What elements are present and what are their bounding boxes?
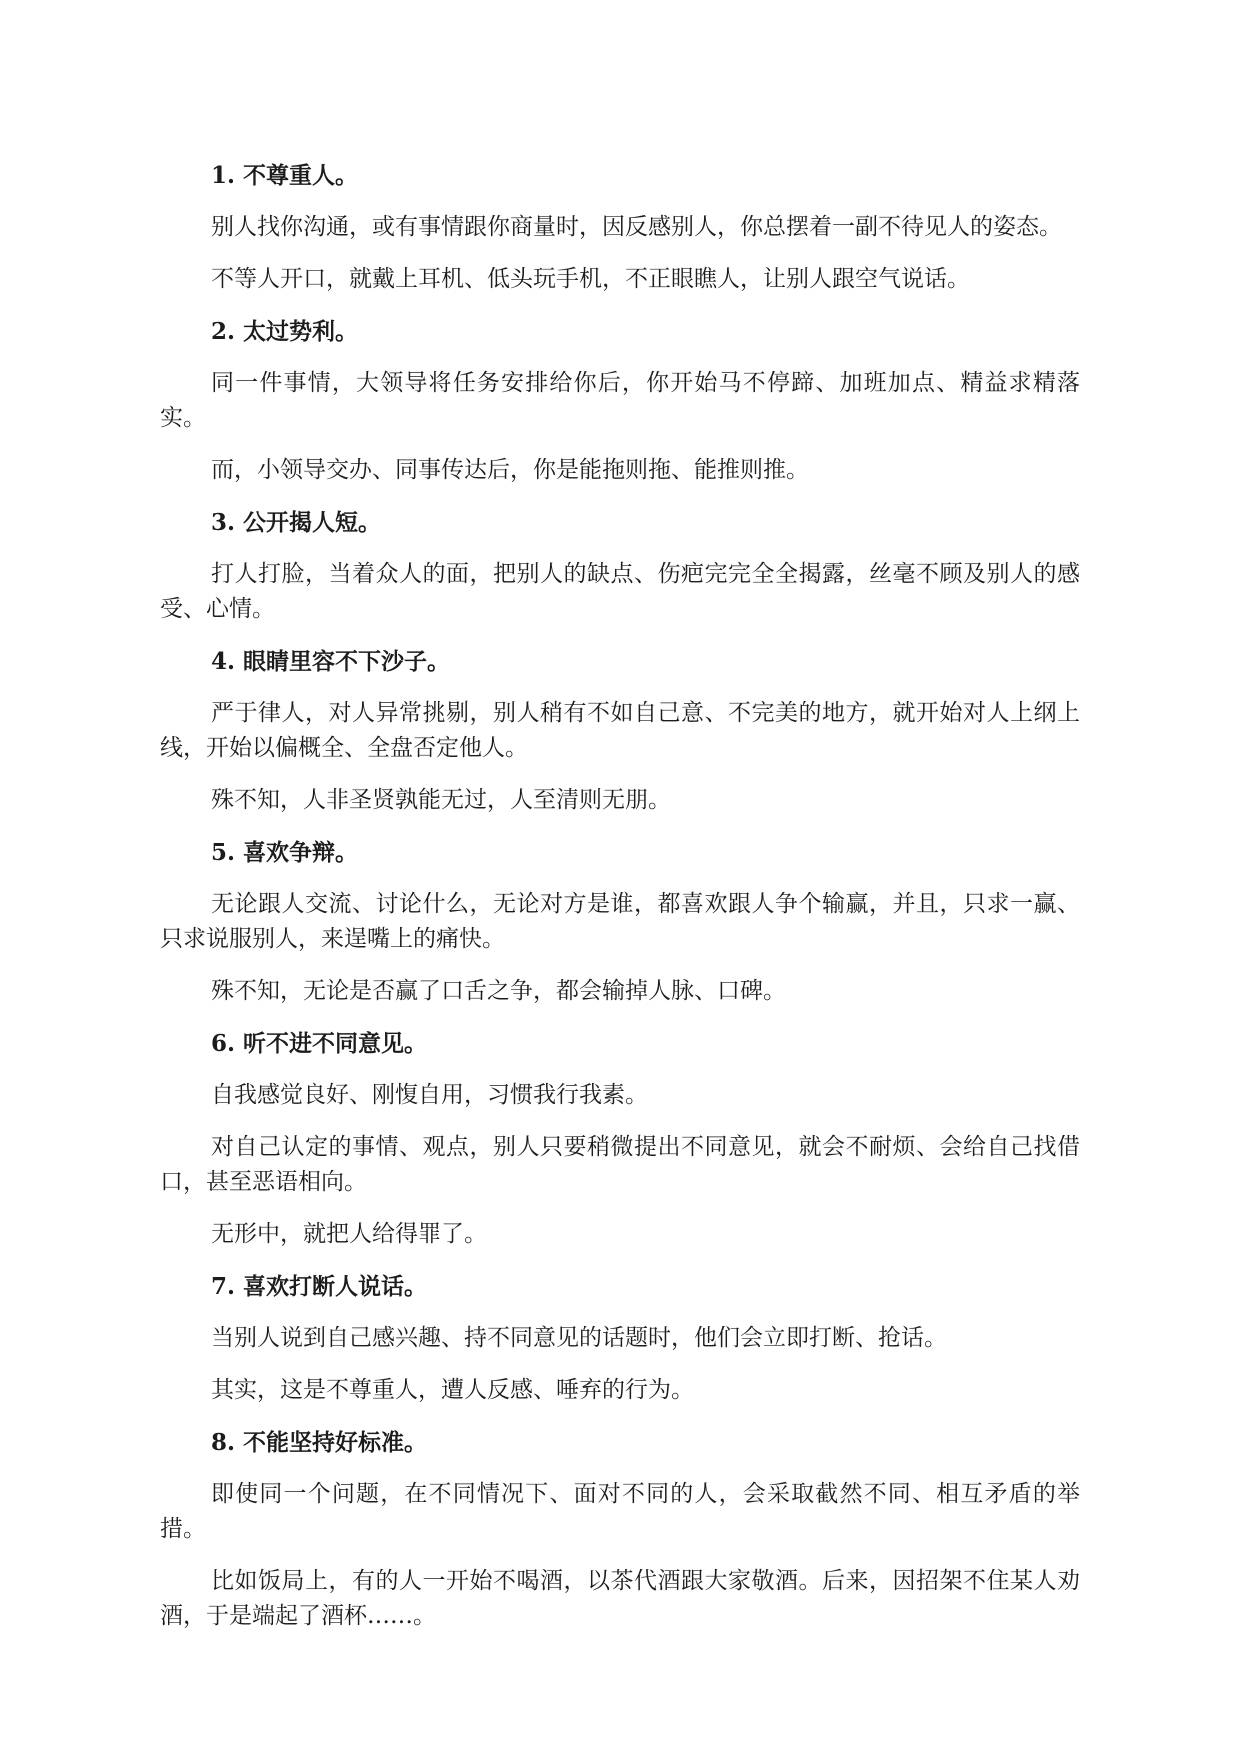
- paragraph: 无形中，就把人给得罪了。: [211, 1221, 487, 1247]
- paragraph: 严于律人，对人异常挑剔，别人稍有不如自己意、不完美的地方，就开始对人上纲上线，开始以偏概全、全盘否定他人。: [160, 700, 1080, 761]
- paragraph: 殊不知，无论是否赢了口舌之争，都会输掉人脉、口碑。: [211, 978, 786, 1004]
- section-heading: 8. 不能坚持好标准。: [211, 1429, 428, 1456]
- section-heading: 6. 听不进不同意见。: [211, 1030, 428, 1057]
- paragraph: 同一件事情，大领导将任务安排给你后，你开始马不停蹄、加班加点、精益求精落实。: [160, 370, 1080, 431]
- paragraph: 而，小领导交办、同事传达后，你是能拖则拖、能推则推。: [211, 457, 809, 483]
- paragraph: 即使同一个问题，在不同情况下、面对不同的人，会采取截然不同、相互矛盾的举措。: [160, 1481, 1080, 1542]
- section-heading: 1. 不尊重人。: [211, 162, 359, 189]
- document-body: [160, 158, 1080, 1651]
- paragraph: 无论跟人交流、讨论什么，无论对方是谁，都喜欢跟人争个输赢，并且，只求一赢、只求说服别人，来逞嘴上的痛快。: [160, 891, 1080, 952]
- section-heading: 4. 眼睛里容不下沙子。: [211, 648, 451, 675]
- paragraph: 其实，这是不尊重人，遭人反感、唾弃的行为。: [211, 1377, 694, 1403]
- paragraph: 不等人开口，就戴上耳机、低头玩手机，不正眼瞧人，让别人跟空气说话。: [211, 266, 970, 292]
- section-heading: 3. 公开揭人短。: [211, 509, 382, 536]
- paragraph: 自我感觉良好、刚愎自用，习惯我行我素。: [211, 1082, 648, 1108]
- paragraph: 对自己认定的事情、观点，别人只要稍微提出不同意见，就会不耐烦、会给自己找借口，甚至恶语相向。: [160, 1134, 1080, 1195]
- paragraph: 打人打脸，当着众人的面，把别人的缺点、伤疤完完全全揭露，丝毫不顾及别人的感受、心情。: [160, 561, 1080, 622]
- section-heading: 2. 太过势利。: [211, 318, 359, 345]
- section-heading: 5. 喜欢争辩。: [211, 839, 359, 866]
- section-heading: 7. 喜欢打断人说话。: [211, 1273, 428, 1300]
- paragraph: 别人找你沟通，或有事情跟你商量时，因反感别人，你总摆着一副不待见人的姿态。: [211, 214, 1062, 240]
- paragraph: 当别人说到自己感兴趣、持不同意见的话题时，他们会立即打断、抢话。: [211, 1325, 947, 1351]
- paragraph: 比如饭局上，有的人一开始不喝酒，以茶代酒跟大家敬酒。后来，因招架不住某人劝酒，于是端起了酒杯……。: [160, 1568, 1080, 1629]
- paragraph: 殊不知，人非圣贤孰能无过，人至清则无朋。: [211, 787, 671, 813]
